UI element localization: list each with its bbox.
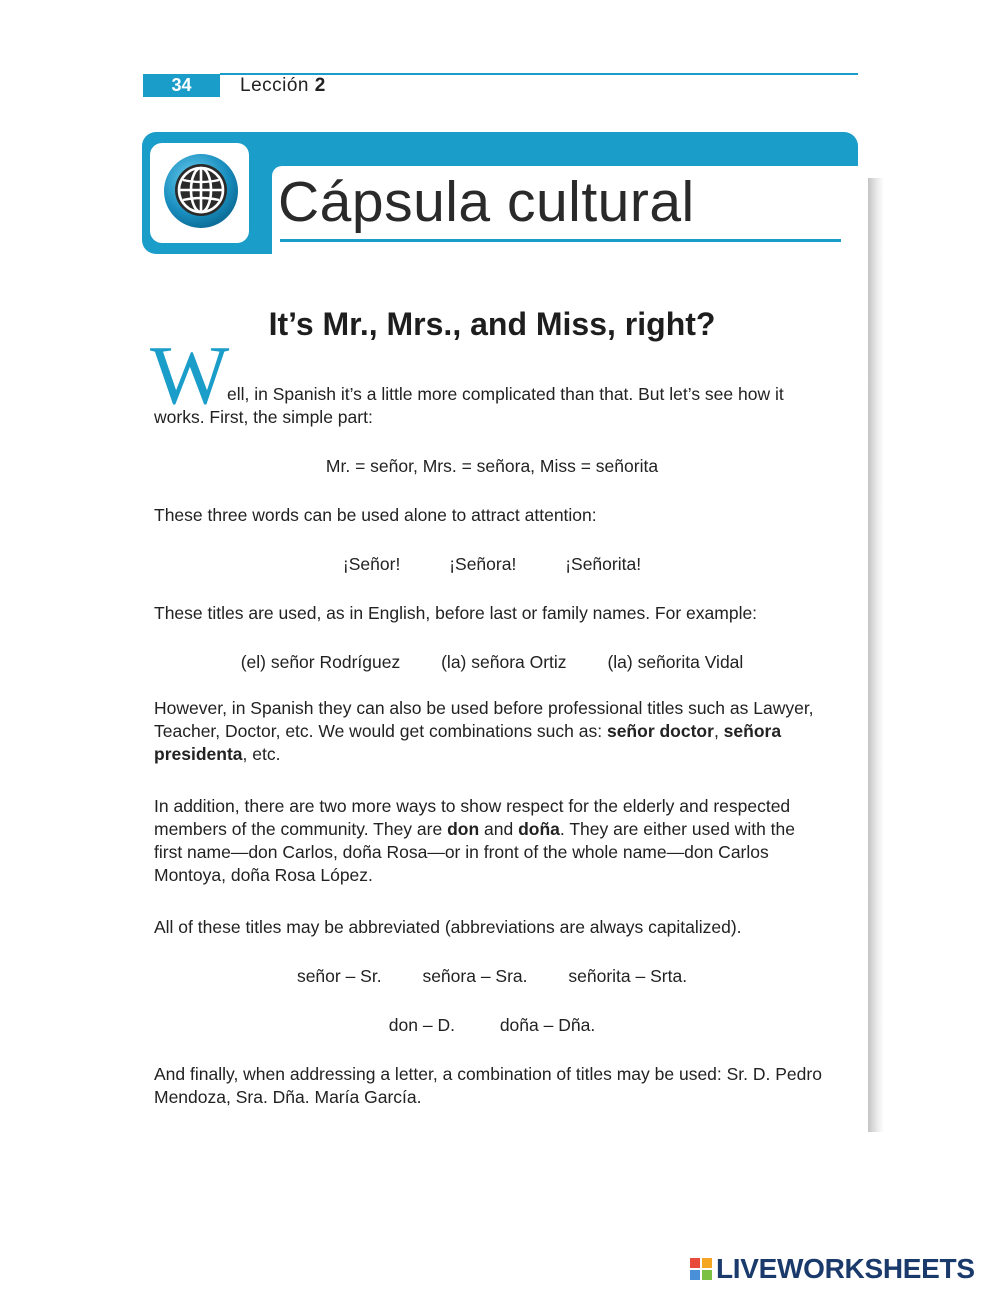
bold-term: señora presidenta	[154, 721, 782, 764]
abbreviation-item: doña – Dña.	[499, 1015, 596, 1035]
text-run: In addition, there are two more ways to show respect for the elderly and respected members of the community. They are	[154, 796, 791, 839]
lesson-label	[240, 74, 326, 98]
page-number: 34	[143, 74, 220, 97]
article-heading: It’s Mr., Mrs., and Miss, right?	[268, 306, 716, 342]
call-item: ¡Señora!	[449, 554, 517, 574]
drop-cap: W	[150, 329, 230, 422]
logo-mark-icon	[690, 1258, 712, 1280]
names-row	[142, 651, 842, 674]
abbreviation-item: señorita – Srta.	[568, 966, 688, 986]
paragraph-family-names: These titles are used, as in English, before last or family names. For example:	[154, 603, 758, 623]
bold-term: señor doctor	[606, 721, 714, 741]
text-run: ,	[713, 721, 724, 741]
abbreviations-row-1	[142, 965, 842, 988]
abbreviation-item: don – D.	[388, 1015, 455, 1035]
call-item: ¡Señorita!	[565, 554, 642, 574]
paragraph-don-dona	[154, 795, 826, 887]
paragraph-letter-addressing: And finally, when addressing a letter, a combination of titles may be used: Sr. D. Pedro Mendoza, Sra. Dña. María García.	[154, 1064, 822, 1107]
paragraph-professional-titles	[154, 697, 826, 766]
title-underline	[280, 239, 841, 242]
name-example: (el) señor Rodríguez	[240, 652, 401, 672]
page-title: Cápsula cultural	[278, 170, 695, 234]
calls-row	[142, 553, 842, 576]
lesson-word: Lección	[240, 75, 309, 96]
text-run: . They are either used with the first name—don Carlos, doña Rosa—or in front of the whole name—don Carlos Montoya, doña Rosa López.	[154, 819, 795, 885]
text-run: However, in Spanish they can also be used before professional titles such as Lawyer, Teacher, Doctor, etc. We would get combinations such as:	[154, 698, 814, 741]
paragraph-intro-line1: ell, in Spanish it’s a little more complicated than that. But let’s see how it	[227, 384, 784, 404]
lesson-number: 2	[314, 75, 326, 96]
bold-term: doña	[518, 819, 560, 839]
card-shadow	[868, 178, 884, 1132]
abbreviations-row-2	[142, 1014, 842, 1037]
equivalences-line: Mr. = señor, Mrs. = señora, Miss = señorita	[325, 456, 659, 476]
paragraph-attention: These three words can be used alone to attract attention:	[154, 505, 597, 525]
bold-term: don	[447, 819, 480, 839]
abbreviation-item: señor – Sr.	[296, 966, 382, 986]
name-example: (la) señora Ortiz	[441, 652, 567, 672]
logo-text: LIVEWORKSHEETS	[716, 1253, 975, 1284]
text-run: and	[479, 819, 519, 839]
name-example: (la) señorita Vidal	[607, 652, 744, 672]
abbreviation-item: señora – Sra.	[422, 966, 528, 986]
paragraph-abbreviations: All of these titles may be abbreviated (abbreviations are always capitalized).	[154, 917, 742, 937]
paragraph-intro-line2: works. First, the simple part:	[154, 407, 373, 427]
call-item: ¡Señor!	[342, 554, 401, 574]
text-run: , etc.	[242, 744, 281, 764]
globe-icon	[162, 152, 240, 230]
